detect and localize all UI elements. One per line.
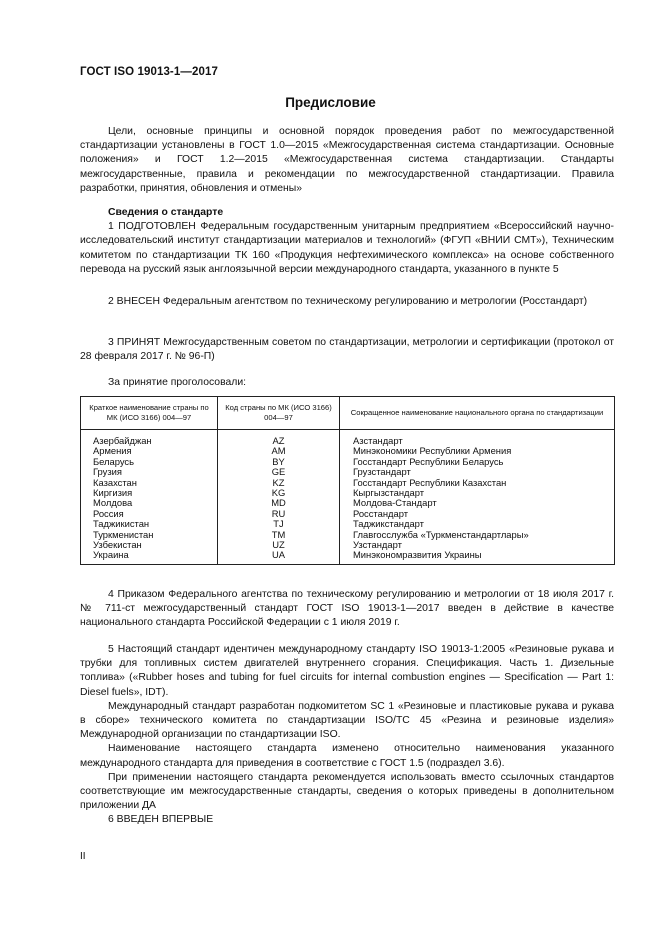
country-name: Киргизия xyxy=(81,488,218,498)
country-name: Беларусь xyxy=(81,457,218,467)
country-name: Узбекистан xyxy=(81,540,218,550)
country-name: Россия xyxy=(81,509,218,519)
table-row xyxy=(81,430,615,447)
country-code: MD xyxy=(218,498,340,508)
national-body: Госстандарт Республики Беларусь xyxy=(340,457,615,467)
country-name: Туркменистан xyxy=(81,530,218,540)
national-body: Грузстандарт xyxy=(340,467,615,477)
national-body: Главгосслужба «Туркменстандартлары» xyxy=(340,530,615,540)
country-code: TJ xyxy=(218,519,340,529)
national-body: Узстандарт xyxy=(340,540,615,550)
national-body: Молдова-Стандарт xyxy=(340,498,615,508)
table-row xyxy=(81,540,615,550)
country-name: Таджикистан xyxy=(81,519,218,529)
item-2-submitted: 2 ВНЕСЕН Федеральным агентством по техническому регулированию и метрологии (Росстандарт) xyxy=(108,296,588,307)
voted-label-block xyxy=(80,376,614,390)
national-body: Азстандарт xyxy=(340,430,615,447)
item-2-block xyxy=(80,295,614,309)
national-body: Таджикстандарт xyxy=(340,519,615,529)
national-body: Минэкономики Республики Армения xyxy=(340,446,615,456)
table-row xyxy=(81,509,615,519)
table-row xyxy=(81,550,615,564)
national-body: Росстандарт xyxy=(340,509,615,519)
intro-paragraph-block xyxy=(80,125,614,196)
item-5-references: При применении настоящего стандарта рекомендуется использовать вместо ссылочных стандартов соответствующие им межгосударственные стандарты, сведения о которых приведены в дополнительном приложении ДА xyxy=(80,771,614,812)
country-name: Армения xyxy=(81,446,218,456)
country-code: UZ xyxy=(218,540,340,550)
country-code: KG xyxy=(218,488,340,498)
table-row xyxy=(81,488,615,498)
item-5-block xyxy=(80,643,614,813)
country-code: RU xyxy=(218,509,340,519)
header-country-name: Краткое наименование страны по МК (ИСО 3166) 004—97 xyxy=(81,397,218,430)
country-code: GE xyxy=(218,467,340,477)
table-row xyxy=(81,467,615,477)
item-6-first-introduced: 6 ВВЕДЕН ВПЕРВЫЕ xyxy=(108,814,214,825)
header-country-code: Код страны по МК (ИСО 3166) 004—97 xyxy=(218,397,340,430)
item-4-block xyxy=(80,588,614,631)
item-6-block xyxy=(80,813,614,827)
table-row xyxy=(81,519,615,529)
national-body: Минэкономразвития Украины xyxy=(340,550,615,564)
country-name: Азербайджан xyxy=(81,430,218,447)
info-heading: Сведения о стандарте xyxy=(108,207,224,218)
item-5-developer: Международный стандарт разработан подкомитетом SC 1 «Резиновые и пластиковые рукава и рукава в сборе» технического комитета по стандартизации ISO/TC 45 «Резина и резиновые изделия» Международной организации по стандартизации ISO. xyxy=(80,700,614,741)
national-body: Госстандарт Республики Казахстан xyxy=(340,478,615,488)
intro-paragraph: Цели, основные принципы и основной порядок проведения работ по межгосударственной стандартизации установлены в ГОСТ 1.0—2015 «Межгосударственная система стандартизации. Основные положения» и ГОСТ 1.2—2015 «Межгосударственная система стандартизации. Стандарты межгосударственные, правила и рекомендации по межгосударственной стандартизации. Правила разработки, принятия, обновления и отмены» xyxy=(80,126,614,194)
country-code: AM xyxy=(218,446,340,456)
voted-label: За принятие проголосовали: xyxy=(108,377,247,388)
country-code: BY xyxy=(218,457,340,467)
country-name: Украина xyxy=(81,550,218,564)
national-body: Кыргызстандарт xyxy=(340,488,615,498)
item-3-adopted: 3 ПРИНЯТ Межгосударственным советом по стандартизации, метрологии и сертификации (протокол от 28 февраля 2017 г. № 96-П) xyxy=(80,337,614,363)
country-code: TM xyxy=(218,530,340,540)
item-5-identical: 5 Настоящий стандарт идентичен международному стандарту ISO 19013-1:2005 «Резиновые рукава и трубки для топливных систем двигателей внутреннего сгорания. Спецификация. Часть 1. Дизельные топлива» («Rubber hoses and tubing for fuel circuits for internal combustion engines — Specification — Part 1: Diesel fuels», IDT). xyxy=(80,644,614,698)
item-1-prepared: 1 ПОДГОТОВЛЕН Федеральным государственным унитарным предприятием «Всероссийский научно-исследовательский институт стандартизации материалов и технологий» (ФГУП «ВНИИ СМТ»), Техническим комитетом по стандартизации ТК 160 «Продукция нефтехимического комплекса» на основе собственного перевода на русский язык англоязычной версии международного стандарта, указанного в пункте 5 xyxy=(80,221,614,275)
country-name: Казахстан xyxy=(81,478,218,488)
country-name: Молдова xyxy=(81,498,218,508)
table-row xyxy=(81,498,615,508)
country-code: AZ xyxy=(218,430,340,447)
country-name: Грузия xyxy=(81,467,218,477)
country-code: UA xyxy=(218,550,340,564)
voting-countries-table xyxy=(80,396,615,565)
header-national-body: Сокращенное наименование национального органа по стандартизации xyxy=(340,397,615,430)
document-code-header: ГОСТ ISO 19013-1—2017 xyxy=(80,66,218,78)
page-title: Предисловие xyxy=(285,95,376,110)
item-4-order: 4 Приказом Федерального агентства по техническому регулированию и метрологии от 18 июля 2017 г. № 711-ст межгосударственный стандарт ГОСТ ISO 19013-1—2017 введен в действие в качестве национального стандарта Российской Федерации с 1 июля 2019 г. xyxy=(80,589,614,629)
standard-info-block xyxy=(80,206,614,277)
table-row xyxy=(81,478,615,488)
page-number: II xyxy=(80,851,86,862)
table-row xyxy=(81,530,615,540)
table-row xyxy=(81,446,615,456)
item-5-name-change: Наименование настоящего стандарта изменено относительно наименования указанного международного стандарта для приведения в соответствие с ГОСТ 1.5 (подраздел 3.6). xyxy=(80,743,614,769)
country-code: KZ xyxy=(218,478,340,488)
item-3-block xyxy=(80,336,614,364)
table-header-row xyxy=(81,397,615,430)
table-row xyxy=(81,457,615,467)
